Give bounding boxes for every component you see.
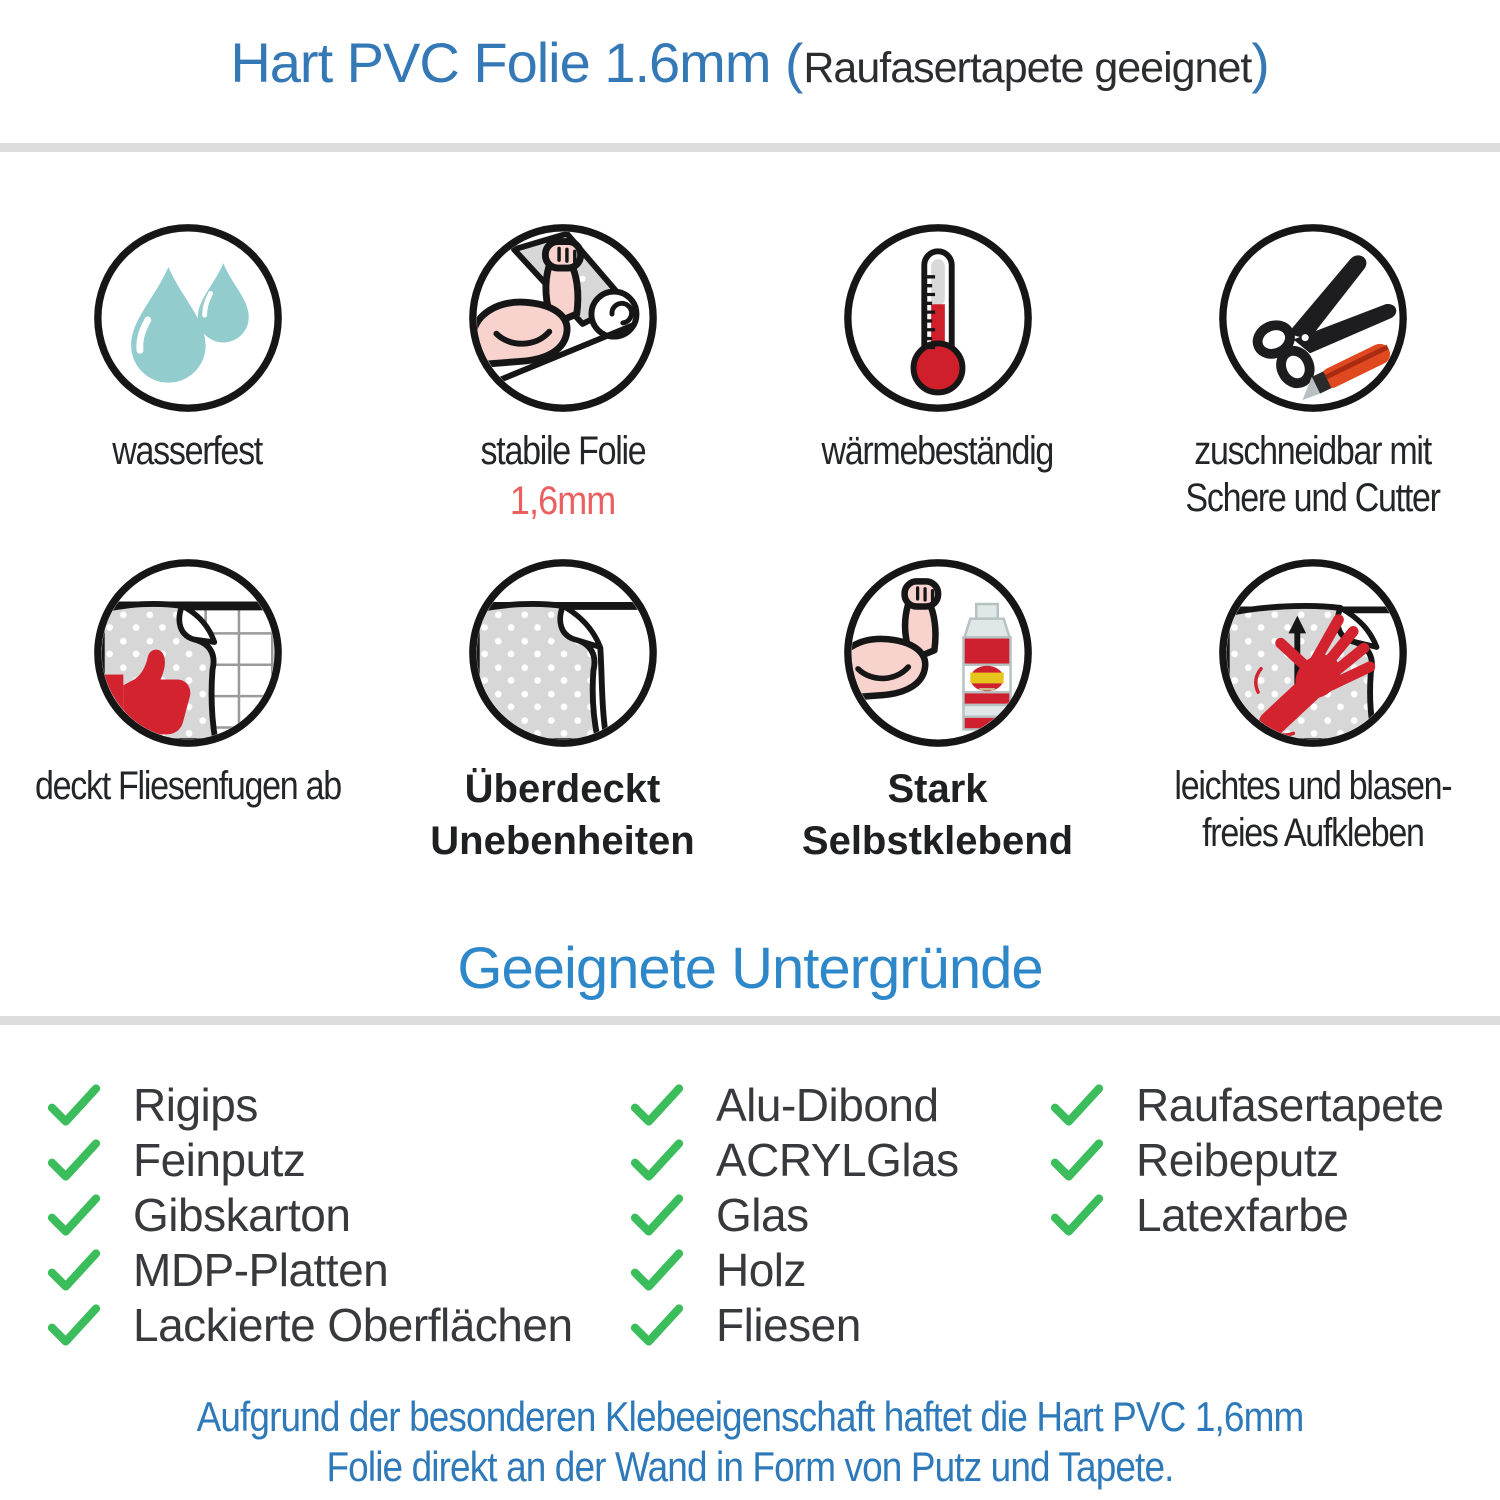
list-item: Lackierte Oberflächen: [45, 1297, 628, 1352]
thermometer-icon: [840, 220, 1036, 416]
feature-label: zuschneidbar mit Schere und Cutter: [1185, 429, 1440, 520]
divider-middle: [0, 1016, 1500, 1025]
page-title: [0, 0, 1500, 113]
footer-line-1: Aufgrund der besonderen Klebeeigenschaft haftet die Hart PVC 1,6mm: [196, 1393, 1304, 1440]
feature-stable-foil: [375, 220, 750, 555]
check-icon: [45, 1248, 103, 1292]
surfaces-column-2: [628, 1077, 1048, 1352]
surfaces-column-3: [1048, 1077, 1500, 1352]
check-icon: [1048, 1138, 1106, 1182]
footer-line-2: Folie direkt an der Wand in Form von Putz und Tapete.: [326, 1443, 1174, 1490]
feature-label: wärmebeständig: [821, 429, 1054, 473]
check-icon: [45, 1083, 103, 1127]
feature-waterproof: [0, 220, 375, 555]
list-item: Glas: [628, 1187, 1048, 1242]
divider-top: [0, 143, 1500, 152]
title-subtitle: Raufasertapete geeignet: [803, 44, 1252, 92]
surfaces-column-1: [45, 1077, 628, 1352]
muscle-glue-icon: [840, 555, 1036, 751]
feature-cuttable: [1125, 220, 1500, 555]
surfaces-checklist: [0, 1025, 1500, 1352]
feature-easy-application: [1125, 555, 1500, 890]
check-icon: [45, 1193, 103, 1237]
list-item: Gibskarton: [45, 1187, 628, 1242]
scissors-cutter-icon: [1215, 220, 1411, 416]
water-drops-icon: [90, 220, 286, 416]
check-icon: [1048, 1083, 1106, 1127]
feature-row-2: [0, 555, 1500, 890]
list-item: Alu-Dibond: [628, 1077, 1048, 1132]
list-item: Rigips: [45, 1077, 628, 1132]
check-icon: [45, 1138, 103, 1182]
footer-note: [90, 1392, 1410, 1492]
check-icon: [1048, 1193, 1106, 1237]
list-item: Raufasertapete: [1048, 1077, 1500, 1132]
feature-heat-resistant: [750, 220, 1125, 555]
feature-label: deckt Fliesenfugen ab: [34, 764, 341, 808]
feature-thickness-note: 1,6mm: [509, 479, 616, 523]
feature-label: wasserfest: [112, 429, 263, 473]
check-icon: [628, 1303, 686, 1347]
hand-smooth-icon: [1215, 555, 1411, 751]
feature-label: stabile Folie: [480, 429, 645, 473]
title-main: Hart PVC Folie 1.6mm: [230, 31, 786, 94]
check-icon: [628, 1083, 686, 1127]
feature-covers-grout: [0, 555, 375, 890]
feature-row-1: [0, 220, 1500, 555]
list-item: MDP-Platten: [45, 1242, 628, 1297]
muscle-foil-icon: [465, 220, 661, 416]
list-item: ACRYLGlas: [628, 1132, 1048, 1187]
feature-label: Stark Selbstklebend: [801, 767, 1074, 863]
feature-label: Überdeckt Unebenheiten: [430, 767, 695, 863]
surfaces-heading: Geeignete Untergründe: [457, 936, 1043, 1001]
feature-self-adhesive: [750, 555, 1125, 890]
title-paren-open: (: [785, 32, 804, 94]
check-icon: [45, 1303, 103, 1347]
tile-thumb-icon: [90, 555, 286, 751]
list-item: Latexfarbe: [1048, 1187, 1500, 1242]
check-icon: [628, 1248, 686, 1292]
feature-covers-unevenness: [375, 555, 750, 890]
foil-fold-icon: [465, 555, 661, 751]
list-item: Reibeputz: [1048, 1132, 1500, 1187]
check-icon: [628, 1193, 686, 1237]
check-icon: [628, 1138, 686, 1182]
feature-label: leichtes und blasen- freies Aufkleben: [1174, 764, 1451, 855]
list-item: Fliesen: [628, 1297, 1048, 1352]
list-item: Holz: [628, 1242, 1048, 1297]
title-paren-close: ): [1251, 32, 1270, 94]
list-item: Feinputz: [45, 1132, 628, 1187]
